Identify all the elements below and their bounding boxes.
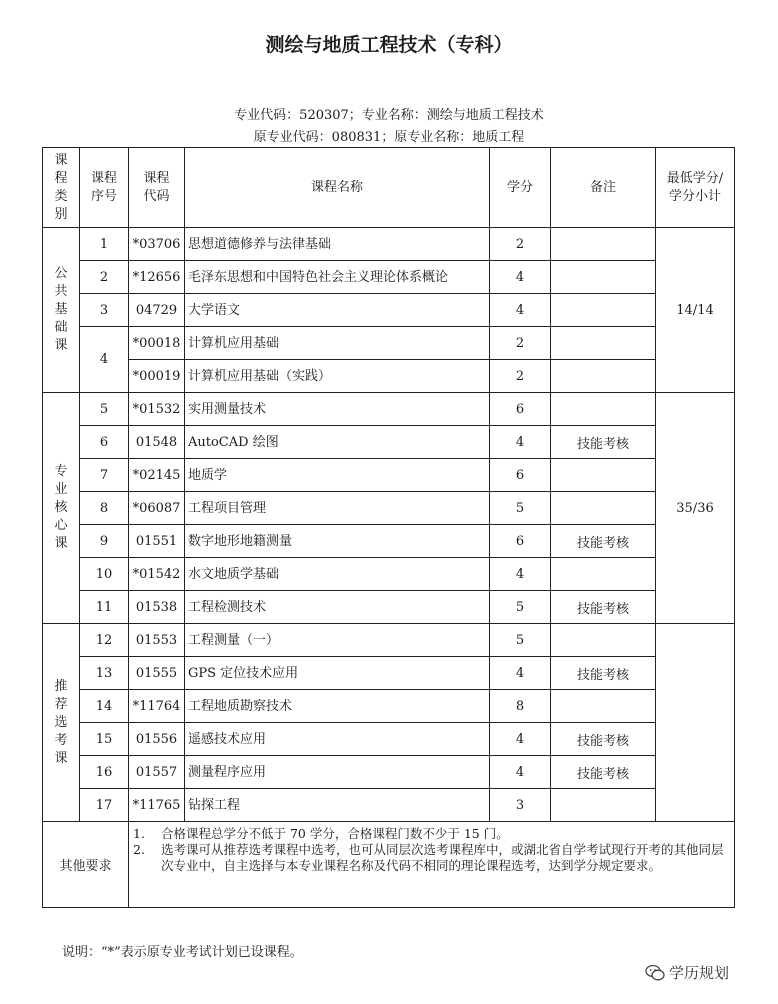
header-seq-text: 课程序号	[90, 170, 117, 204]
table-row	[43, 558, 735, 591]
table-row	[43, 426, 735, 459]
course-remark-cell: 技能考核	[551, 591, 656, 624]
table-row	[43, 756, 735, 789]
table-row	[43, 690, 735, 723]
page-title: 测绘与地质工程技术（专科）	[265, 34, 513, 56]
header-seq	[80, 148, 129, 228]
header-category-text: 课 程 类 别	[54, 152, 68, 222]
course-remark-cell: 技能考核	[551, 525, 656, 558]
course-name-cell: 工程测量（一）	[185, 624, 490, 657]
table-body	[43, 228, 735, 908]
table-row	[43, 591, 735, 624]
category-char: 荐	[54, 696, 68, 712]
header-min-credit-text: 最低学分/学分小计	[666, 170, 724, 204]
category-char: 共	[54, 284, 68, 299]
course-seq-cell: 16	[80, 756, 129, 789]
table-row	[43, 327, 735, 360]
category-char: 考	[54, 732, 68, 748]
course-credit-cell: 6	[490, 525, 551, 558]
course-remark-cell	[551, 789, 656, 822]
category-char: 业	[54, 482, 68, 497]
course-category-cell	[43, 393, 80, 624]
table-row	[43, 789, 735, 822]
course-seq-cell: 13	[80, 657, 129, 690]
course-seq-cell: 4	[80, 327, 129, 393]
course-name-cell: 计算机应用基础（实践）	[185, 360, 490, 393]
course-code-cell: *12656	[129, 261, 185, 294]
header-code	[129, 148, 185, 228]
table-row	[43, 360, 735, 393]
course-credit-cell: 8	[490, 690, 551, 723]
category-char: 课	[54, 338, 68, 353]
category-char: 心	[54, 518, 68, 533]
course-credit-cell: 6	[490, 459, 551, 492]
course-remark-cell: 技能考核	[551, 756, 656, 789]
course-code-cell: *06087	[129, 492, 185, 525]
course-seq-cell: 2	[80, 261, 129, 294]
header-category	[43, 148, 80, 228]
course-credit-cell: 2	[490, 327, 551, 360]
table-row	[43, 492, 735, 525]
course-seq-cell: 10	[80, 558, 129, 591]
category-char: 课	[54, 536, 68, 551]
course-name-cell: AutoCAD 绘图	[185, 426, 490, 459]
category-char: 专	[54, 464, 68, 479]
course-seq-cell: 9	[80, 525, 129, 558]
course-name-cell: GPS 定位技术应用	[185, 657, 490, 690]
course-name-cell: 大学语文	[185, 294, 490, 327]
course-code-cell: 01553	[129, 624, 185, 657]
course-credit-cell: 4	[490, 261, 551, 294]
course-code-cell: *03706	[129, 228, 185, 261]
course-remark-cell	[551, 624, 656, 657]
course-seq-cell: 3	[80, 294, 129, 327]
category-char: 推	[54, 678, 68, 694]
category-char: 公	[54, 266, 68, 281]
course-credit-cell: 2	[490, 360, 551, 393]
course-remark-cell	[551, 492, 656, 525]
course-remark-cell: 技能考核	[551, 657, 656, 690]
course-seq-cell: 5	[80, 393, 129, 426]
course-name-cell: 数字地形地籍测量	[185, 525, 490, 558]
course-code-cell: *11764	[129, 690, 185, 723]
subtotal-cell	[656, 624, 735, 822]
header-code-text: 课程代码	[143, 170, 170, 204]
course-remark-cell: 技能考核	[551, 426, 656, 459]
course-code-cell: *00019	[129, 360, 185, 393]
course-seq-cell: 17	[80, 789, 129, 822]
course-name-cell: 思想道德修养与法律基础	[185, 228, 490, 261]
course-code-cell: 01556	[129, 723, 185, 756]
course-code-cell: 01538	[129, 591, 185, 624]
course-name-cell: 钻探工程	[185, 789, 490, 822]
table-row	[43, 393, 735, 426]
course-credit-cell: 4	[490, 558, 551, 591]
footnote: 说明：“*”表示原专业考试计划已设课程。	[62, 945, 303, 960]
wechat-icon	[645, 964, 665, 982]
course-name-cell: 测量程序应用	[185, 756, 490, 789]
course-seq-cell: 6	[80, 426, 129, 459]
course-category-cell	[43, 228, 80, 393]
course-code-cell: *11765	[129, 789, 185, 822]
table-row	[43, 294, 735, 327]
requirement-item	[133, 826, 730, 842]
category-char: 核	[54, 500, 68, 515]
course-code-cell: *01532	[129, 393, 185, 426]
course-credit-cell: 4	[490, 294, 551, 327]
requirement-text: 合格课程总学分不低于 70 学分，合格课程门数不少于 15 门。	[161, 826, 509, 841]
course-credit-cell: 4	[490, 426, 551, 459]
course-category-cell	[43, 624, 80, 822]
table-row	[43, 723, 735, 756]
course-remark-cell	[551, 690, 656, 723]
course-remark-cell	[551, 228, 656, 261]
course-remark-cell: 技能考核	[551, 723, 656, 756]
requirement-number: 1.	[133, 826, 145, 841]
course-code-cell: 01555	[129, 657, 185, 690]
table-row	[43, 624, 735, 657]
course-seq-cell: 11	[80, 591, 129, 624]
course-credit-cell: 4	[490, 756, 551, 789]
table-row	[43, 228, 735, 261]
table-row	[43, 525, 735, 558]
course-code-cell: *00018	[129, 327, 185, 360]
other-requirements-label: 其他要求	[43, 822, 129, 908]
course-remark-cell	[551, 459, 656, 492]
subtotal-cell: 35/36	[656, 393, 735, 624]
course-code-cell: 01551	[129, 525, 185, 558]
category-char: 课	[54, 750, 68, 766]
table-row	[43, 459, 735, 492]
table-header-row	[43, 148, 735, 228]
requirement-number: 2.	[133, 842, 145, 857]
course-name-cell: 工程检测技术	[185, 591, 490, 624]
requirement-text: 选考课可从推荐选考课程中选考，也可从同层次选考课程库中，或湖北省自学考试现行开考的其他同层次专业中，自主选择与本专业课程名称及代码不相同的理论课程选考，达到学分规定要求。	[161, 842, 724, 873]
course-code-cell: 01557	[129, 756, 185, 789]
course-remark-cell	[551, 393, 656, 426]
other-requirements-row	[43, 822, 735, 908]
course-remark-cell	[551, 327, 656, 360]
course-remark-cell	[551, 360, 656, 393]
course-code-cell: 04729	[129, 294, 185, 327]
header-name: 课程名称	[185, 148, 490, 228]
table-row	[43, 261, 735, 294]
original-major-info: 原专业代码：080831；原专业名称：地质工程	[253, 130, 525, 145]
course-remark-cell	[551, 294, 656, 327]
course-name-cell: 工程地质勘察技术	[185, 690, 490, 723]
course-name-cell: 地质学	[185, 459, 490, 492]
course-seq-cell: 7	[80, 459, 129, 492]
course-name-cell: 水文地质学基础	[185, 558, 490, 591]
course-seq-cell: 8	[80, 492, 129, 525]
course-remark-cell	[551, 261, 656, 294]
course-plan-table	[42, 147, 735, 908]
course-credit-cell: 4	[490, 657, 551, 690]
course-credit-cell: 4	[490, 723, 551, 756]
header-min-credit	[656, 148, 735, 228]
course-credit-cell: 3	[490, 789, 551, 822]
category-char: 选	[54, 714, 68, 730]
course-code-cell: *02145	[129, 459, 185, 492]
course-name-cell: 实用测量技术	[185, 393, 490, 426]
requirement-item	[133, 842, 730, 874]
header-credit: 学分	[490, 148, 551, 228]
table-row	[43, 657, 735, 690]
course-credit-cell: 2	[490, 228, 551, 261]
course-seq-cell: 14	[80, 690, 129, 723]
course-name-cell: 工程项目管理	[185, 492, 490, 525]
category-char: 础	[54, 320, 68, 335]
major-info: 专业代码：520307；专业名称：测绘与地质工程技术	[234, 108, 544, 123]
watermark	[645, 962, 729, 983]
other-requirements-text	[129, 822, 735, 908]
course-name-cell: 计算机应用基础	[185, 327, 490, 360]
course-code-cell: *01542	[129, 558, 185, 591]
course-seq-cell: 12	[80, 624, 129, 657]
course-credit-cell: 6	[490, 393, 551, 426]
course-name-cell: 遥感技术应用	[185, 723, 490, 756]
course-seq-cell: 1	[80, 228, 129, 261]
course-remark-cell	[551, 558, 656, 591]
category-char: 基	[54, 302, 68, 317]
course-credit-cell: 5	[490, 492, 551, 525]
course-seq-cell: 15	[80, 723, 129, 756]
watermark-text: 学历规划	[669, 964, 730, 982]
course-credit-cell: 5	[490, 591, 551, 624]
course-name-cell: 毛泽东思想和中国特色社会主义理论体系概论	[185, 261, 490, 294]
header-remark: 备注	[551, 148, 656, 228]
subtotal-cell: 14/14	[656, 228, 735, 393]
course-credit-cell: 5	[490, 624, 551, 657]
course-code-cell: 01548	[129, 426, 185, 459]
